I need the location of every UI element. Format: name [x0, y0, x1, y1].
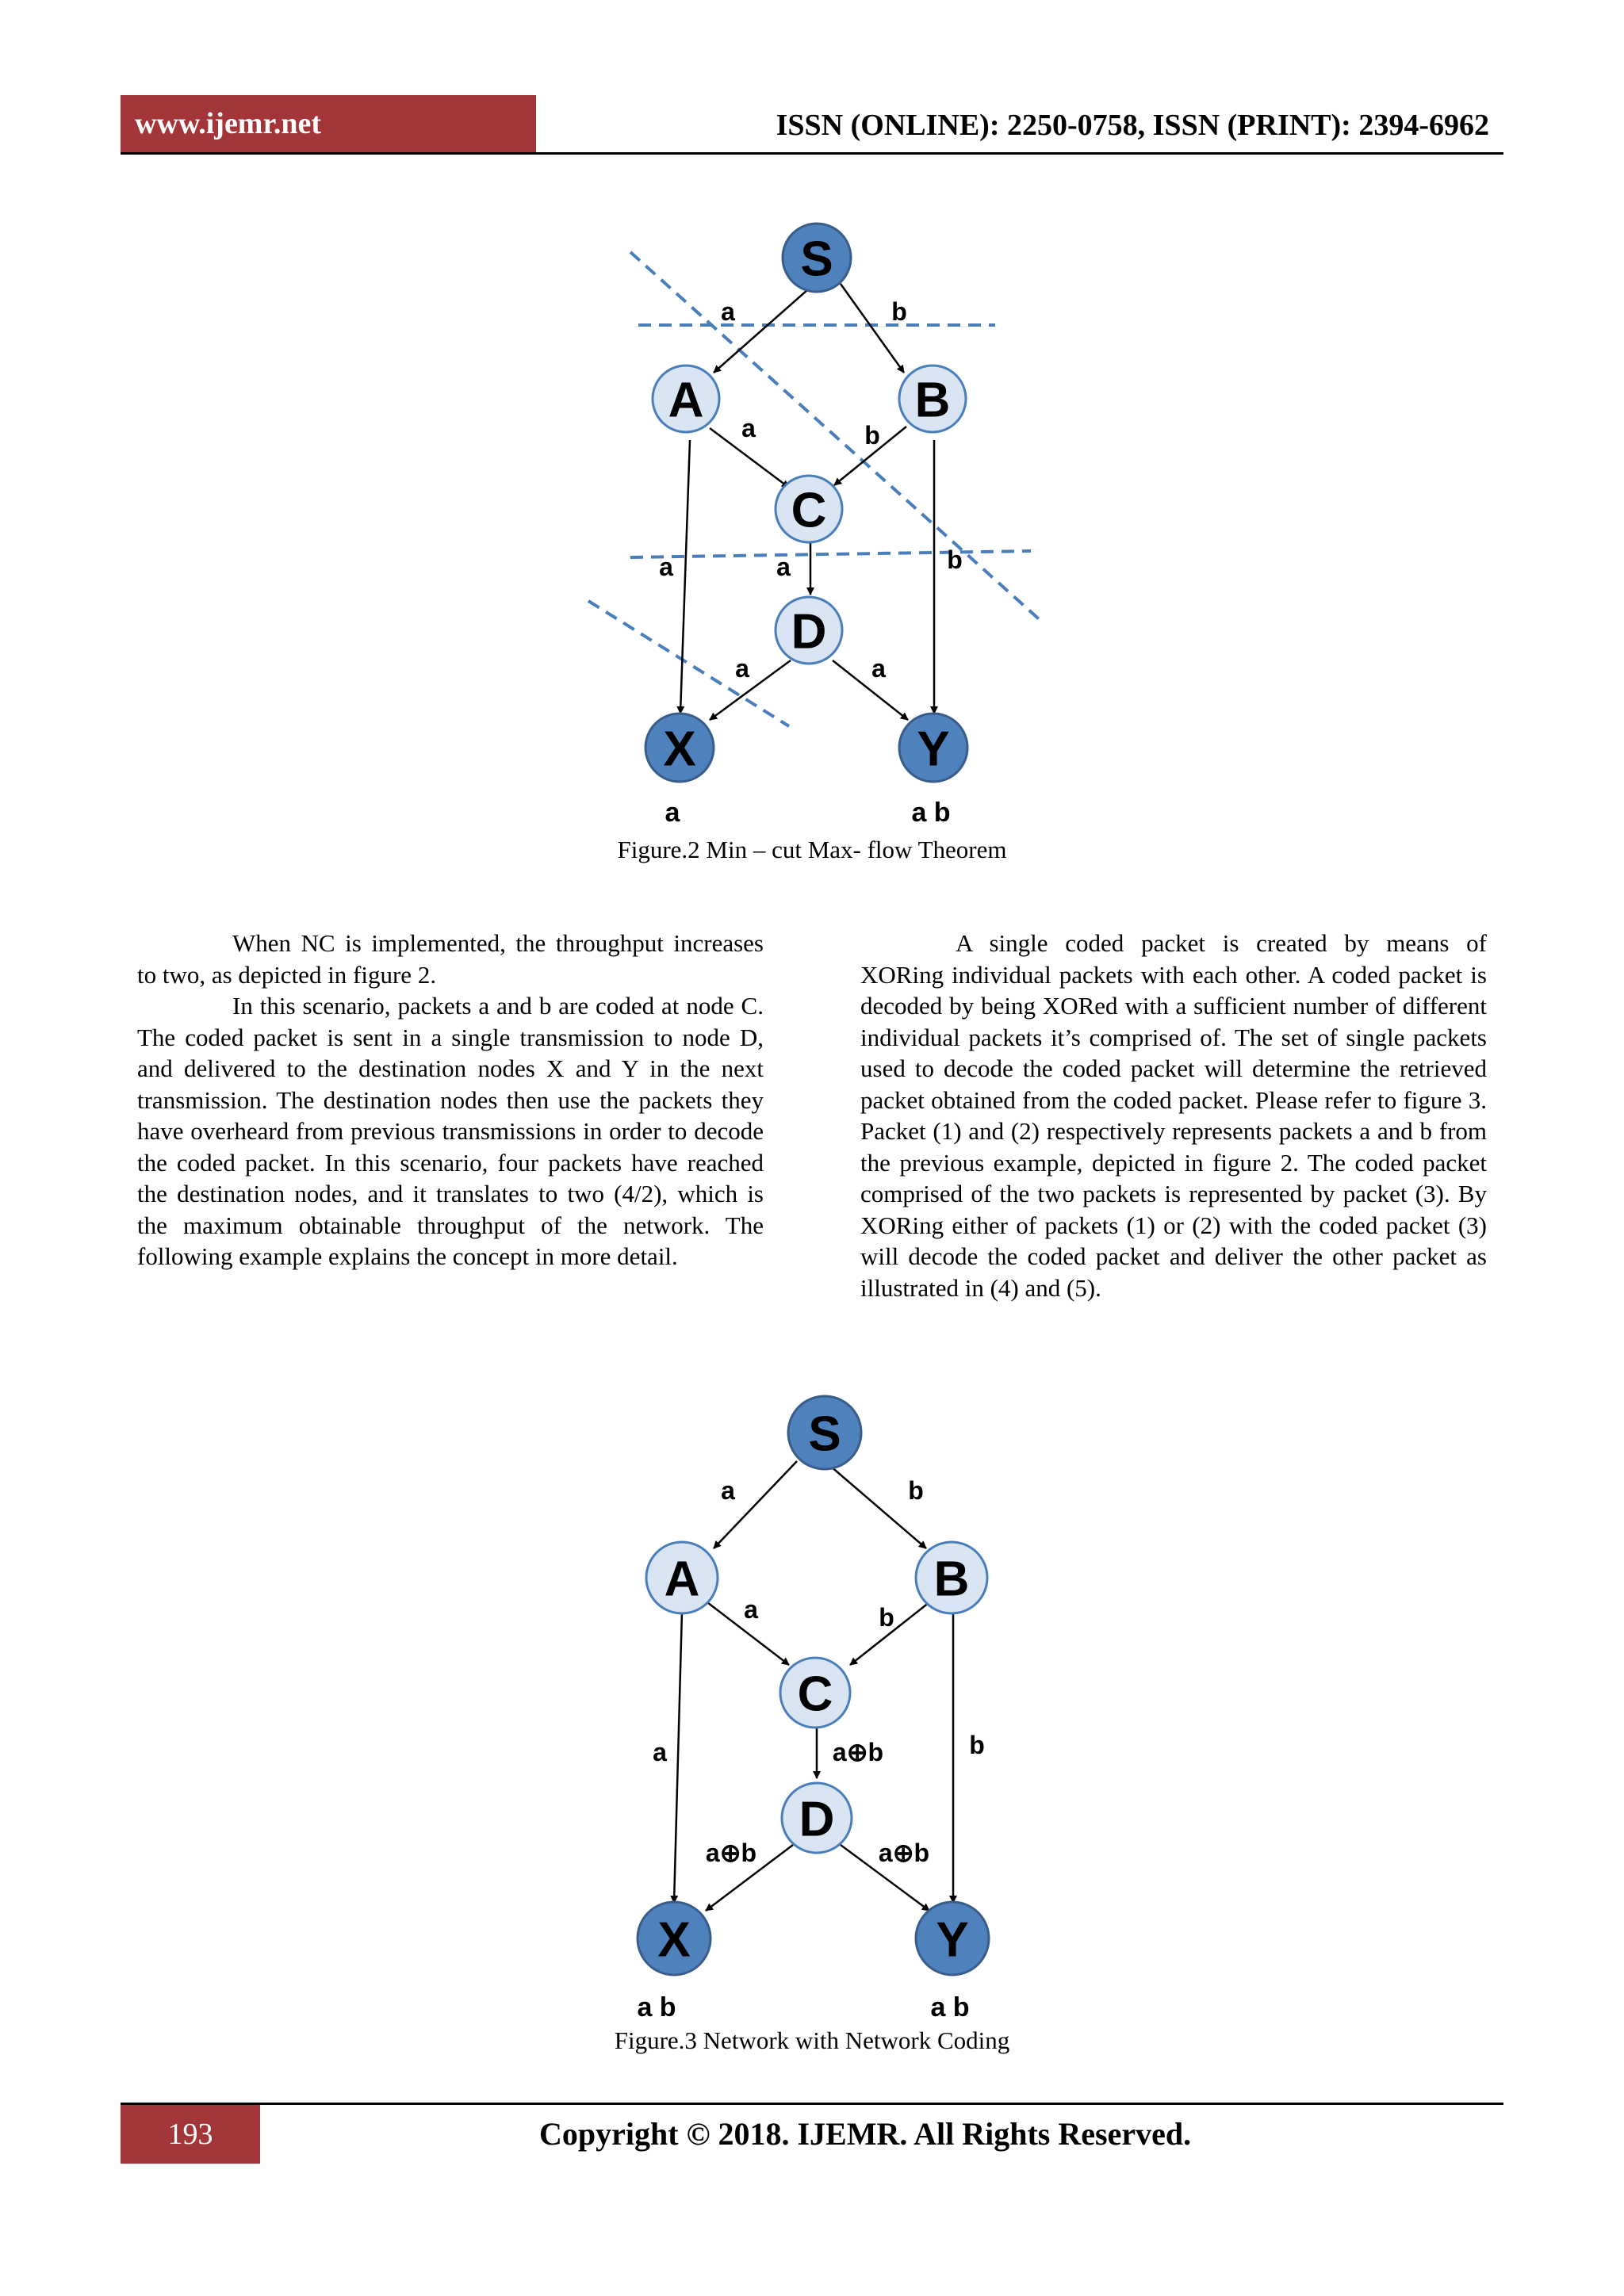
edge-label-d-x: a: [735, 654, 749, 683]
figure-2-caption: Figure.2 Min – cut Max- flow Theorem: [617, 836, 1007, 863]
edge-label-d-y: a⊕b: [878, 1839, 930, 1867]
left-paragraph-2: In this scenario, packets a and b are coded at node C. The coded packet is sent in a single transmission to node D, and delivered to the destination nodes X and Y in the next transmission. The destination nodes then use the packets they have overheard from previous transmissions in order to decode the coded packet. In this scenario, four packets have reached the destination nodes, and it translates to two (4/2), which is the maximum obtainable throughput of the network. The following example explains the concept in more detail.: [137, 992, 764, 1270]
journal-website[interactable]: www.ijemr.net: [121, 95, 536, 152]
edge-label-a-c: a: [741, 414, 756, 442]
edge-label-c-d: a: [776, 553, 791, 581]
figure-3: [555, 1383, 1078, 2026]
edge-label-d-y: a: [871, 654, 886, 683]
figure-2-diagram: [555, 214, 1078, 840]
received-at-x: a: [665, 798, 680, 828]
left-column: [137, 928, 764, 1272]
edge-label-b-c: b: [879, 1603, 894, 1632]
node-c-label: C: [797, 1667, 833, 1722]
edge-label-b-y: b: [947, 545, 963, 574]
right-column: [860, 928, 1487, 1303]
right-paragraph-1: A single coded packet is created by means of XORing individual packets with each other. A coded packet is decoded by being XORed with a sufficient number of different individual packets it’s comprised of. The set of single packets used to decode the coded packet will determine the retrieved packet obtained from the coded packet. Please refer to figure 3. Packet (1) and (2) respectively represents packets a and b from the previous example, depicted in figure 2. The coded packet comprised of the two packets is represented by packet (3). By XORing either of packets (1) or (2) with the coded packet (3) will decode the coded packet and deliver the other packet as illustrated in (4) and (5).: [860, 929, 1487, 1302]
node-d-label: D: [791, 604, 827, 660]
node-s-label: S: [800, 232, 833, 287]
edge-label-a-c: a: [744, 1595, 758, 1624]
node-s-label: S: [808, 1406, 841, 1462]
edge-label-s-a: a: [721, 1476, 735, 1505]
node-y-label: Y: [936, 1912, 969, 1968]
edge-label-s-a: a: [721, 297, 735, 326]
node-a-label: A: [668, 373, 704, 428]
edge-d-y: [833, 660, 908, 720]
edge-label-b-y: b: [969, 1731, 985, 1759]
cut-line-2: [630, 252, 1044, 624]
node-x-label: X: [663, 721, 696, 777]
edge-label-d-x: a⊕b: [705, 1839, 757, 1867]
figure-3-diagram: [555, 1383, 1078, 2026]
node-b-label: B: [914, 373, 951, 428]
node-d-label: D: [799, 1792, 835, 1847]
copyright-notice: Copyright © 2018. IJEMR. All Rights Reserved.: [539, 2116, 1192, 2152]
received-at-x: a b: [637, 1992, 676, 2022]
page-number: 193: [121, 2105, 260, 2164]
node-x-label: X: [657, 1912, 691, 1968]
footer-divider: [121, 2103, 1503, 2105]
received-at-y: a b: [930, 1992, 970, 2022]
node-y-label: Y: [917, 721, 950, 777]
edge-s-b: [825, 1461, 926, 1548]
edge-label-a-x: a: [659, 553, 673, 581]
edge-a-x: [680, 440, 690, 714]
left-paragraph-1: When NC is implemented, the throughput increases to two, as depicted in figure 2.: [137, 929, 764, 989]
edge-d-x: [710, 660, 791, 720]
edge-label-c-d: a⊕b: [832, 1738, 884, 1766]
edge-label-a-x: a: [653, 1738, 667, 1766]
header-divider: [121, 152, 1503, 155]
edge-label-b-c: b: [864, 421, 880, 450]
edge-s-a: [714, 1461, 797, 1548]
received-at-y: a b: [911, 798, 951, 828]
edge-label-s-b: b: [908, 1476, 924, 1505]
cut-line-4: [588, 601, 789, 726]
figure-2: [555, 214, 1078, 840]
node-c-label: C: [791, 483, 827, 538]
issn-header: ISSN (ONLINE): 2250-0758, ISSN (PRINT): 2394-6962: [776, 109, 1489, 142]
edge-a-x: [674, 1612, 682, 1903]
node-b-label: B: [933, 1552, 970, 1607]
edge-label-s-b: b: [891, 297, 907, 326]
figure-3-caption: Figure.3 Network with Network Coding: [614, 2026, 1010, 2054]
node-a-label: A: [664, 1552, 700, 1607]
